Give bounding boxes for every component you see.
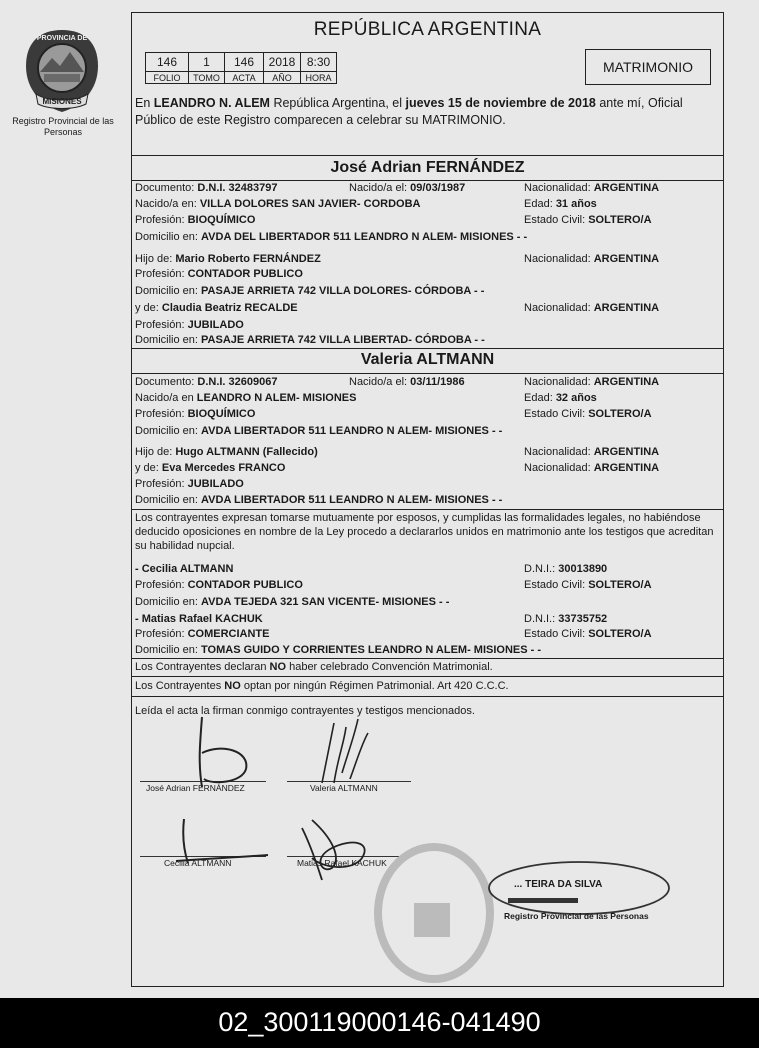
spouse2-name: Valeria ALTMANN [360,351,495,368]
signature-scribble-spouse1 [172,713,262,793]
witness1-dni: D.N.I.: 30013890 [524,563,608,575]
divider [132,180,723,181]
witness1-profession: Profesión: CONTADOR PUBLICO [135,579,303,591]
seal-top-text: PROVINCIA DE [36,35,88,42]
registry-label: Registro Provincial de las Personas [12,116,114,137]
spouse2-mother-address: Domicilio en: AVDA LIBERTADOR 511 LEANDRO N ALEM- MISIONES - - [135,494,503,506]
divider [132,155,723,156]
seal-bottom-text: MISIONES [42,97,82,106]
signature-scribble-witness1 [172,813,272,873]
spouse1-father-profession: Profesión: CONTADOR PUBLICO [135,268,303,280]
spouse2-address: Domicilio en: AVDA LIBERTADOR 511 LEANDRO N ALEM- MISIONES - - [135,425,503,437]
divider [132,509,723,510]
convention-statement: Los Contrayentes declaran NO haber celebrado Convención Matrimonial. [135,661,493,673]
spouse2-birthplace: Nacido/a en LEANDRO N ALEM- MISIONES [135,392,357,404]
spouse2-father-nationality: Nacionalidad: ARGENTINA [524,446,660,458]
acta-label: ACTA [225,72,264,84]
declaration-paragraph: Los contrayentes expresan tomarse mutuamente por esposos, y cumplidas las formalidades legales, no habiéndose deducido oposiciones en nombre de la Ley procedo a declararlos unidos en matrimonio ante los testigos que acreditan su habilidad nupcial. [135,512,714,552]
divider [132,658,723,659]
spouse2-document: Documento: D.N.I. 32609067 [135,376,278,388]
record-type-box: MATRIMONIO [585,49,711,85]
spouse1-mother-nationality: Nacionalidad: ARGENTINA [524,302,660,314]
anio-value: 2018 [264,53,301,72]
spouse1-document: Documento: D.N.I. 32483797 [135,182,278,194]
stamp-line1: ... TEIRA DA SILVA [514,879,603,890]
spouse1-mother-profession: Profesión: JUBILADO [135,319,244,331]
certificate-frame [131,12,724,987]
witness2-civil-status: Estado Civil: SOLTERO/A [524,628,652,640]
tomo-label: TOMO [189,72,225,84]
page-title: REPÚBLICA ARGENTINA [313,19,542,40]
spouse1-father-address: Domicilio en: PASAJE ARRIETA 742 VILLA DOLORES- CÓRDOBA - - [135,285,485,297]
witness2-address: Domicilio en: TOMAS GUIDO Y CORRIENTES LEANDRO N ALEM- MISIONES - - [135,644,542,656]
spouse2-father: Hijo de: Hugo ALTMANN (Fallecido) [135,446,318,458]
spouse2-mother-profession: Profesión: JUBILADO [135,478,244,490]
spouse2-mother-nationality: Nacionalidad: ARGENTINA [524,462,660,474]
witness1-civil-status: Estado Civil: SOLTERO/A [524,579,652,591]
spouse2-profession: Profesión: BIOQUÍMICO [135,408,256,420]
folio-value: 146 [146,53,189,72]
spouse1-father-nationality: Nacionalidad: ARGENTINA [524,253,660,265]
spouse1-civil-status: Estado Civil: SOLTERO/A [524,214,652,226]
signature-label-spouse2: Valeria ALTMANN [310,783,378,793]
acta-value: 146 [225,53,264,72]
signature-label-spouse1: José Adrian FERNÁNDEZ [146,783,245,793]
witness2-profession: Profesión: COMERCIANTE [135,628,270,640]
registry-table [145,52,337,84]
folio-label: FOLIO [146,72,189,84]
hora-value: 8:30 [301,53,337,72]
witness2-dni: D.N.I.: 33735752 [524,613,608,625]
signature-label-witness2: Matias Rafael KACHUK [297,858,387,868]
tomo-value: 1 [189,53,225,72]
witness1-name: - Cecilia ALTMANN [135,563,234,575]
witness2-name: - Matias Rafael KACHUK [135,613,263,625]
official-seal-icon [374,843,494,983]
divider [132,373,723,374]
stamp-line2: Registro Provincial de las Personas [504,911,649,921]
witness1-address: Domicilio en: AVDA TEJEDA 321 SAN VICENTE- MISIONES - - [135,596,450,608]
anio-label: AÑO [264,72,301,84]
divider [132,696,723,697]
spouse1-mother-address: Domicilio en: PASAJE ARRIETA 742 VILLA LIBERTAD- CÓRDOBA - - [135,334,485,346]
provincial-seal-icon [22,28,102,114]
spouse1-name: José Adrian FERNÁNDEZ [330,159,525,176]
intro-paragraph: En LEANDRO N. ALEM República Argentina, el jueves 15 de noviembre de 2018 ante mí, Oficial Público de este Registro comparecen a celebrar su MATRIMONIO. [135,96,683,127]
spouse2-civil-status: Estado Civil: SOLTERO/A [524,408,652,420]
spouse2-mother: y de: Eva Mercedes FRANCO [135,462,286,474]
spouse1-birthplace: Nacido/a en: VILLA DOLORES SAN JAVIER- CORDOBA [135,198,421,210]
document-code: 02_300119000146-041490 [0,998,759,1048]
spouse1-address: Domicilio en: AVDA DEL LIBERTADOR 511 LEANDRO N ALEM- MISIONES - - [135,231,528,243]
spouse1-age: Edad: 31 años [524,198,597,210]
spouse2-nationality: Nacionalidad: ARGENTINA [524,376,660,388]
regime-statement: Los Contrayentes NO optan por ningún Régimen Patrimonial. Art 420 C.C.C. [135,680,509,692]
spouse1-father: Hijo de: Mario Roberto FERNÁNDEZ [135,253,321,265]
hora-label: HORA [301,72,337,84]
spouse1-mother: y de: Claudia Beatriz RECALDE [135,302,298,314]
closing-statement: Leída el acta la firman conmigo contrayentes y testigos mencionados. [135,705,475,717]
signature-label-witness1: Cecilia ALTMANN [164,858,232,868]
spouse2-age: Edad: 32 años [524,392,597,404]
divider [132,676,723,677]
spouse1-profession: Profesión: BIOQUÍMICO [135,214,256,226]
spouse1-birthdate: Nacido/a el: 09/03/1987 [349,182,466,194]
spouse2-birthdate: Nacido/a el: 03/11/1986 [349,376,465,388]
signature-scribble-spouse2 [312,713,372,793]
spouse1-nationality: Nacionalidad: ARGENTINA [524,182,660,194]
divider [132,348,723,349]
